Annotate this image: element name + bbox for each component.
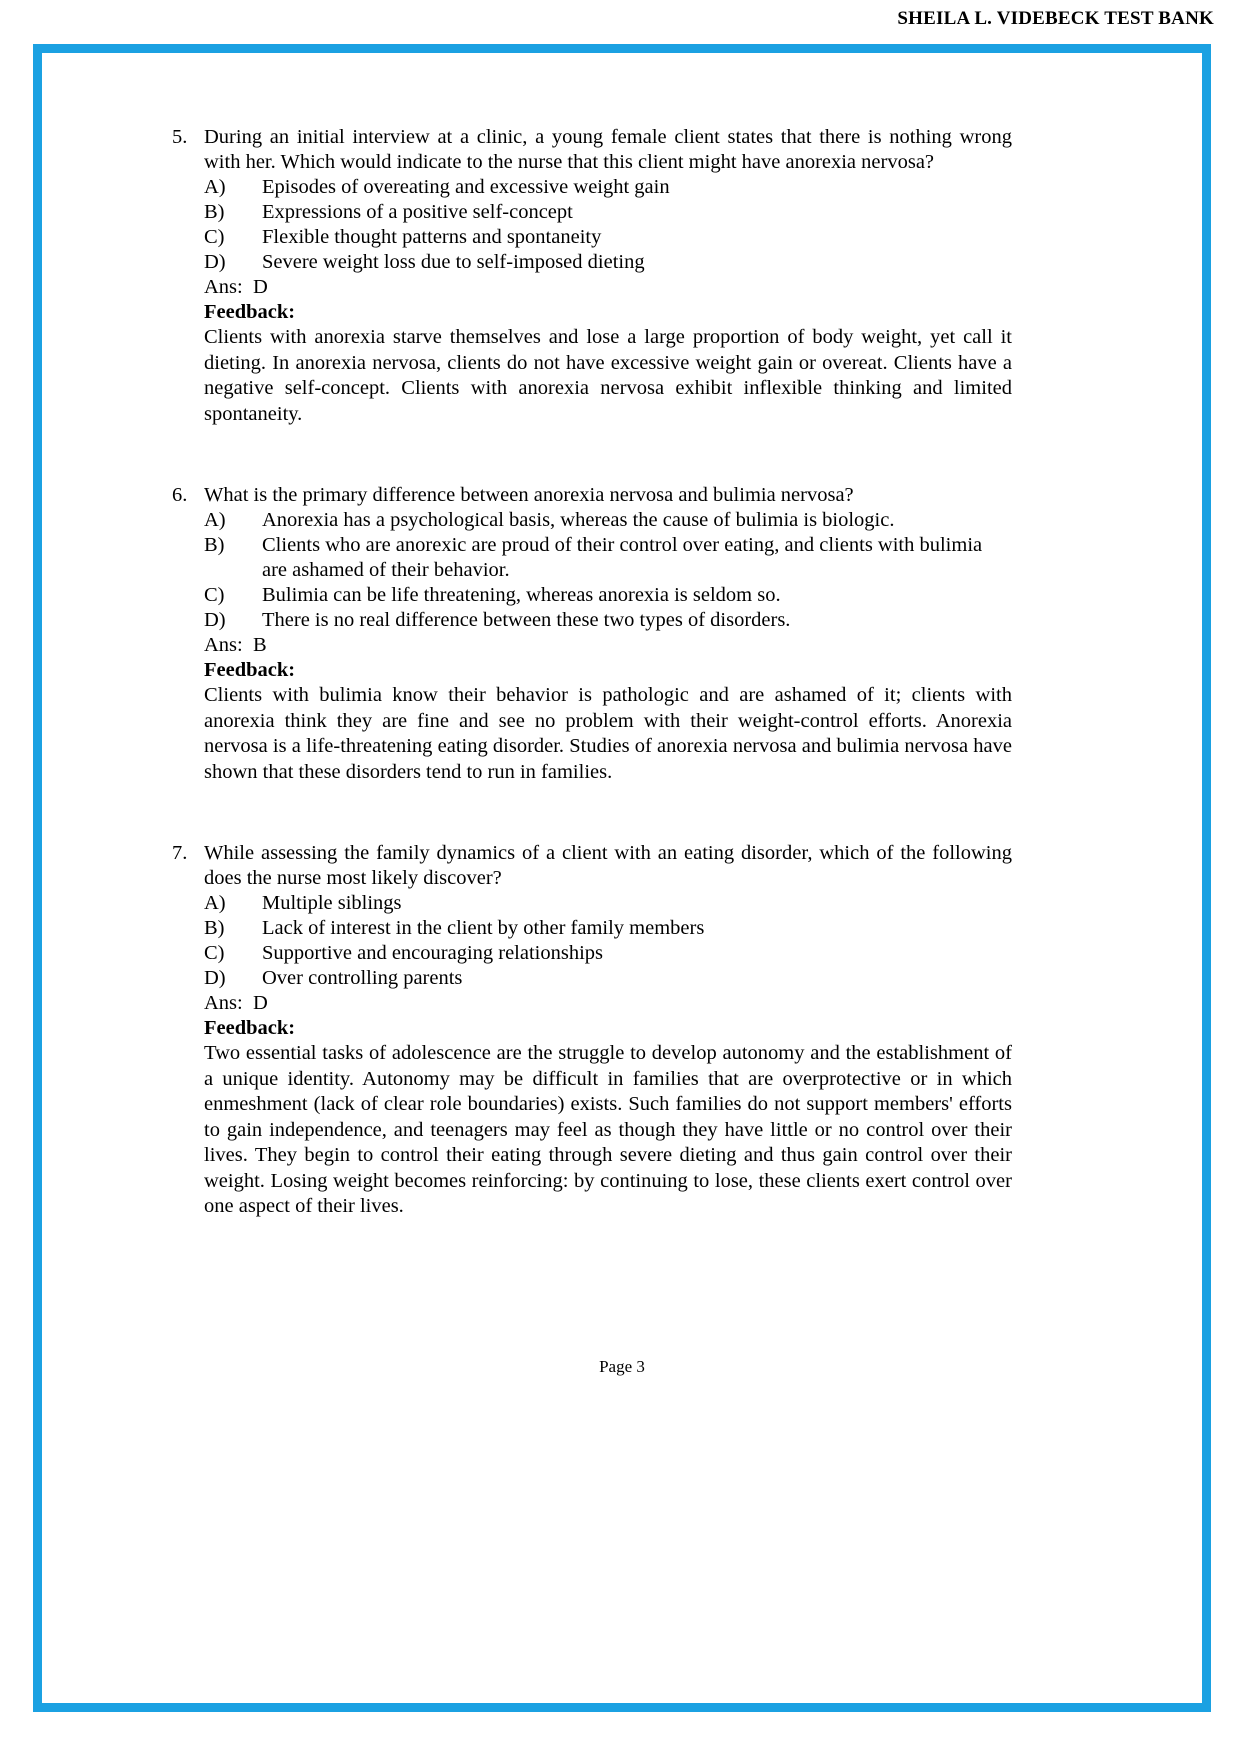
option-letter-7-d: D) <box>204 967 226 989</box>
option-5-a[interactable] <box>204 175 1012 200</box>
option-text-5-b: Expressions of a positive self-concept <box>262 201 573 223</box>
option-letter-6-a: A) <box>204 509 226 531</box>
option-6-c[interactable] <box>204 583 1012 608</box>
option-text-7-d: Over controlling parents <box>262 967 463 989</box>
option-letter-6-d: D) <box>204 609 226 631</box>
question-text-6: What is the primary difference between anorexia nervosa and bulimia nervosa? <box>204 484 854 506</box>
option-text-6-d: There is no real difference between these two types of disorders. <box>262 609 791 631</box>
option-7-b[interactable] <box>204 916 1012 941</box>
question-number-5: 5. <box>172 126 188 148</box>
option-letter-7-a: A) <box>204 892 226 914</box>
option-letter-5-c: C) <box>204 226 225 248</box>
option-7-c[interactable] <box>204 941 1012 966</box>
option-letter-5-a: A) <box>204 176 226 198</box>
feedback-heading-7: Feedback: <box>204 1017 296 1039</box>
option-list-5 <box>172 175 1012 275</box>
question-text-5: During an initial interview at a clinic, a young female client states that there is nothing wrong with her. Which would indicate to the nurse that this client might have anorexia nervosa? <box>204 126 1012 173</box>
option-7-a[interactable] <box>204 891 1012 916</box>
answer-line-6: Ans: B <box>204 634 267 656</box>
feedback-heading-5: Feedback: <box>204 301 296 323</box>
answer-line-7: Ans: D <box>204 992 268 1014</box>
feedback-text-7: Two essential tasks of adolescence are the struggle to develop autonomy and the establishment of a unique identity. Autonomy may be difficult in families that are overprotective or in which enmeshment (lack of clear role boundaries) exists. Such families do not support members' efforts to gain independence, and teenagers may feel as though they have little or no control over their lives. They begin to control their eating through severe dieting and thus gain control over their weight. Losing weight becomes reinforcing: by continuing to lose, these clients exert control over one aspect of their lives. <box>204 1042 1012 1217</box>
option-letter-6-c: C) <box>204 584 225 606</box>
option-text-6-a: Anorexia has a psychological basis, whereas the cause of bulimia is biologic. <box>262 509 895 531</box>
option-letter-6-b: B) <box>204 534 225 556</box>
option-list-7 <box>172 891 1012 991</box>
question-number-7: 7. <box>172 842 188 864</box>
option-text-5-d: Severe weight loss due to self-imposed dieting <box>262 251 645 273</box>
option-7-d[interactable] <box>204 966 1012 991</box>
question-stem-7 <box>172 841 1012 891</box>
option-text-5-c: Flexible thought patterns and spontaneity <box>262 226 602 248</box>
question-text-7: While assessing the family dynamics of a client with an eating disorder, which of the following does the nurse most likely discover? <box>204 842 1012 889</box>
option-text-7-c: Supportive and encouraging relationships <box>262 942 604 964</box>
document-content <box>172 125 1012 1220</box>
option-5-c[interactable] <box>204 225 1012 250</box>
option-letter-7-b: B) <box>204 917 225 939</box>
feedback-heading-6: Feedback: <box>204 659 296 681</box>
answer-line-5: Ans: D <box>204 276 268 298</box>
option-letter-5-b: B) <box>204 201 225 223</box>
option-text-7-b: Lack of interest in the client by other family members <box>262 917 705 939</box>
option-letter-5-d: D) <box>204 251 226 273</box>
option-text-7-a: Multiple siblings <box>262 892 402 914</box>
feedback-text-6: Clients with bulimia know their behavior is pathologic and are ashamed of it; clients with anorexia think they are fine and see no problem with their weight-control efforts. Anorexia nervosa is a life-threatening eating disorder. Studies of anorexia nervosa and bulimia nervosa have shown that these disorders tend to run in families. <box>204 684 1012 783</box>
option-6-b[interactable] <box>204 533 1012 583</box>
option-text-6-b: Clients who are anorexic are proud of their control over eating, and clients with bulimia are ashamed of their behavior. <box>262 534 983 581</box>
question-block-5 <box>172 125 1012 427</box>
option-letter-7-c: C) <box>204 942 225 964</box>
option-text-6-c: Bulimia can be life threatening, whereas anorexia is seldom so. <box>262 584 781 606</box>
running-header-title: SHEILA L. VIDEBECK TEST BANK <box>897 8 1214 29</box>
option-5-d[interactable] <box>204 250 1012 275</box>
option-6-d[interactable] <box>204 608 1012 633</box>
option-6-a[interactable] <box>204 508 1012 533</box>
question-stem-6 <box>172 483 1012 508</box>
option-5-b[interactable] <box>204 200 1012 225</box>
question-block-6 <box>172 483 1012 785</box>
page-number-footer: Page 3 <box>599 1357 645 1376</box>
option-text-5-a: Episodes of overeating and excessive weight gain <box>262 176 670 198</box>
question-number-6: 6. <box>172 484 188 506</box>
question-block-7 <box>172 841 1012 1220</box>
feedback-text-5: Clients with anorexia starve themselves and lose a large proportion of body weight, yet call it dieting. In anorexia nervosa, clients do not have excessive weight gain or overeat. Clients have a negative self-concept. Clients with anorexia nervosa exhibit inflexible thinking and limited spontaneity. <box>204 326 1012 425</box>
option-list-6 <box>172 508 1012 633</box>
question-stem-5 <box>172 125 1012 175</box>
